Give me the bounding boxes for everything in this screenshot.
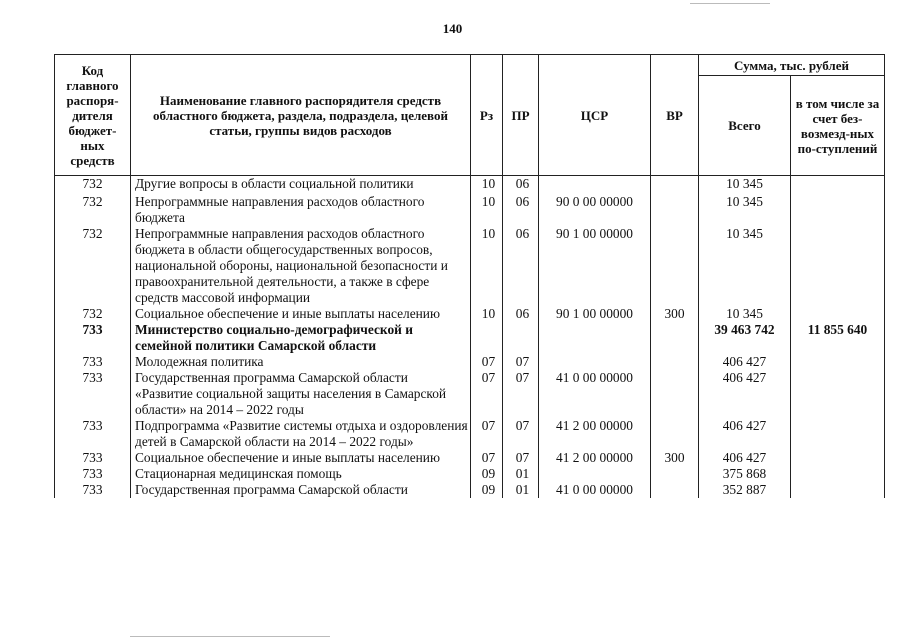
table-row xyxy=(55,466,885,482)
cell-total: 406 427 xyxy=(699,354,791,370)
cell-vr xyxy=(651,226,699,306)
cell-vr xyxy=(651,466,699,482)
cell-csr: 90 1 00 00000 xyxy=(539,226,651,306)
cell-rz: 10 xyxy=(471,306,503,322)
table-row xyxy=(55,306,885,322)
table-row xyxy=(55,418,885,450)
cell-pr xyxy=(503,322,539,354)
cell-rz: 10 xyxy=(471,194,503,226)
cell-vr xyxy=(651,354,699,370)
cell-pr: 01 xyxy=(503,482,539,498)
cell-total: 352 887 xyxy=(699,482,791,498)
cell-code: 732 xyxy=(55,176,131,194)
cell-code: 733 xyxy=(55,322,131,354)
cell-pr: 06 xyxy=(503,306,539,322)
cell-rz: 10 xyxy=(471,226,503,306)
cell-pr: 06 xyxy=(503,194,539,226)
cell-total: 10 345 xyxy=(699,306,791,322)
cell-code: 733 xyxy=(55,370,131,418)
table-row xyxy=(55,450,885,466)
cell-total: 10 345 xyxy=(699,226,791,306)
cell-free xyxy=(791,450,885,466)
header-sum: Сумма, тыс. рублей xyxy=(699,55,885,76)
cell-code: 732 xyxy=(55,306,131,322)
table-row xyxy=(55,354,885,370)
cell-vr xyxy=(651,482,699,498)
cell-name: Государственная программа Самарской области xyxy=(131,482,471,498)
table-header-row xyxy=(55,55,885,76)
cell-name: Государственная программа Самарской области «Развитие социальной защиты населения в Самарской области» на 2014 – 2022 годы xyxy=(131,370,471,418)
header-vr: ВР xyxy=(651,55,699,176)
cell-csr: 41 0 00 00000 xyxy=(539,482,651,498)
cell-code: 733 xyxy=(55,354,131,370)
cell-free xyxy=(791,482,885,498)
cell-code: 732 xyxy=(55,194,131,226)
cell-code: 733 xyxy=(55,466,131,482)
cell-csr: 41 0 00 00000 xyxy=(539,370,651,418)
cell-free xyxy=(791,194,885,226)
cell-csr: 41 2 00 00000 xyxy=(539,450,651,466)
cell-free xyxy=(791,466,885,482)
cell-vr: 300 xyxy=(651,450,699,466)
cell-code: 733 xyxy=(55,482,131,498)
page-number: 140 xyxy=(442,21,463,36)
cell-rz: 07 xyxy=(471,354,503,370)
header-free: в том числе за счет без-возмезд-ных по-ступлений xyxy=(791,76,885,176)
cell-rz xyxy=(471,322,503,354)
cell-rz: 10 xyxy=(471,176,503,194)
cell-csr: 41 2 00 00000 xyxy=(539,418,651,450)
cell-csr xyxy=(539,322,651,354)
cell-rz: 07 xyxy=(471,370,503,418)
header-code: Код главного распоря-дителя бюджет-ных средств xyxy=(55,55,131,176)
cell-vr xyxy=(651,370,699,418)
table-row xyxy=(55,176,885,194)
cell-free xyxy=(791,226,885,306)
cell-code: 733 xyxy=(55,418,131,450)
cell-rz: 07 xyxy=(471,450,503,466)
cell-pr: 06 xyxy=(503,176,539,194)
table-row xyxy=(55,194,885,226)
cell-code: 732 xyxy=(55,226,131,306)
cell-vr xyxy=(651,322,699,354)
budget-table xyxy=(54,54,885,498)
cell-free xyxy=(791,370,885,418)
cell-csr: 90 1 00 00000 xyxy=(539,306,651,322)
cell-vr xyxy=(651,176,699,194)
cell-name: Социальное обеспечение и иные выплаты населению xyxy=(131,450,471,466)
cell-name: Молодежная политика xyxy=(131,354,471,370)
cell-free xyxy=(791,306,885,322)
header-total: Всего xyxy=(699,76,791,176)
header-csr: ЦСР xyxy=(539,55,651,176)
header-pr: ПР xyxy=(503,55,539,176)
cell-total: 406 427 xyxy=(699,370,791,418)
cell-csr xyxy=(539,354,651,370)
scan-artifact-top xyxy=(690,3,770,4)
table-row xyxy=(55,482,885,498)
cell-total: 406 427 xyxy=(699,450,791,466)
cell-vr xyxy=(651,194,699,226)
header-name: Наименование главного распорядителя средств областного бюджета, раздела, подраздела, целевой статьи, группы видов расходов xyxy=(131,55,471,176)
cell-name: Другие вопросы в области социальной политики xyxy=(131,176,471,194)
cell-pr: 07 xyxy=(503,450,539,466)
cell-csr xyxy=(539,176,651,194)
cell-total: 10 345 xyxy=(699,194,791,226)
cell-pr: 07 xyxy=(503,354,539,370)
scan-artifact-bottom xyxy=(130,636,330,637)
cell-pr: 07 xyxy=(503,418,539,450)
cell-csr: 90 0 00 00000 xyxy=(539,194,651,226)
cell-total: 39 463 742 xyxy=(699,322,791,354)
cell-rz: 09 xyxy=(471,482,503,498)
header-rz: Рз xyxy=(471,55,503,176)
cell-pr: 01 xyxy=(503,466,539,482)
cell-free: 11 855 640 xyxy=(791,322,885,354)
cell-rz: 07 xyxy=(471,418,503,450)
cell-name: Непрограммные направления расходов областного бюджета xyxy=(131,194,471,226)
cell-free xyxy=(791,418,885,450)
cell-rz: 09 xyxy=(471,466,503,482)
table-row xyxy=(55,226,885,306)
cell-name: Непрограммные направления расходов областного бюджета в области общегосударственных вопросов, национальной обороны, национальной безопасности и правоохранительной деятельности, а также в сфере средств массовой информации xyxy=(131,226,471,306)
cell-vr xyxy=(651,418,699,450)
cell-vr: 300 xyxy=(651,306,699,322)
cell-name: Подпрограмма «Развитие системы отдыха и оздоровления детей в Самарской области на 2014 – 2022 годы» xyxy=(131,418,471,450)
cell-name: Министерство социально-демографической и семейной политики Самарской области xyxy=(131,322,471,354)
cell-pr: 06 xyxy=(503,226,539,306)
cell-free xyxy=(791,354,885,370)
cell-name: Социальное обеспечение и иные выплаты населению xyxy=(131,306,471,322)
table-row xyxy=(55,322,885,354)
cell-total: 406 427 xyxy=(699,418,791,450)
cell-total: 10 345 xyxy=(699,176,791,194)
cell-code: 733 xyxy=(55,450,131,466)
cell-csr xyxy=(539,466,651,482)
table-row xyxy=(55,370,885,418)
cell-total: 375 868 xyxy=(699,466,791,482)
cell-name: Стационарная медицинская помощь xyxy=(131,466,471,482)
cell-free xyxy=(791,176,885,194)
cell-pr: 07 xyxy=(503,370,539,418)
